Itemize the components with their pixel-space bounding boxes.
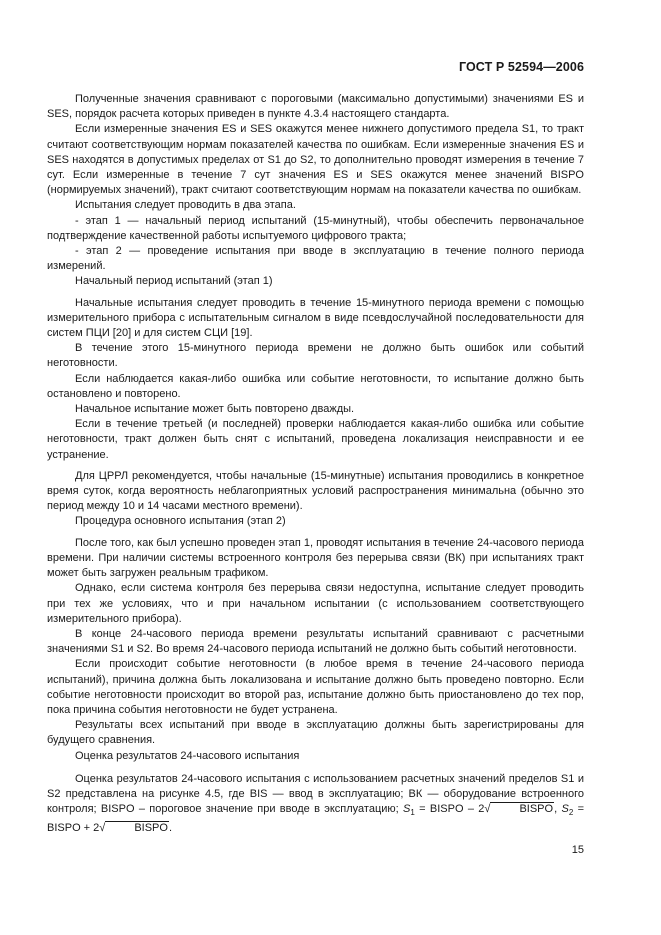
paragraph: Однако, если система контроля без перерыва связи недоступна, испытание следует проводить при тех же условиях, что и при начальном испытании (с использованием соответствующего измерительного прибора). bbox=[47, 582, 584, 625]
section-heading: Начальный период испытаний (этап 1) bbox=[75, 275, 273, 288]
section-heading: Оценка результатов 24-часового испытания bbox=[75, 749, 300, 762]
formula-symbol: S bbox=[403, 803, 411, 816]
section-heading: Процедура основного испытания (этап 2) bbox=[75, 515, 286, 528]
paragraph: Начальное испытание может быть повторено дважды. bbox=[75, 403, 355, 416]
formula-subscript: 1 bbox=[410, 808, 415, 818]
paragraph: Если измеренные значения ES и SES окажутся менее нижнего допустимого предела S1, то тракт считают соответствующим нормам показателей качества по ошибкам. Если измеренные значения ES и SES находятся в допустимых пределах от S1 до S2, то дополнительно проводят измерения в течение 7 сут. Если измеренные в течение 7 сут значения ES и SES окажутся менее значений BISPO (нормируемых значений), тракт считают соответствующим нормам на показатели качества по ошибкам. bbox=[47, 123, 584, 197]
list-item: - этап 2 — проведение испытания при вводе в эксплуатацию в течение полного периода измерений. bbox=[47, 245, 584, 273]
formula-s1: $S_1$ = BISPO – 2√ BISPO, bbox=[403, 803, 558, 818]
formula-text: . bbox=[168, 821, 173, 834]
paragraph: Испытания следует проводить в два этапа. bbox=[75, 199, 296, 212]
formula-radicand: BISPO bbox=[105, 821, 169, 834]
formula-text: = BISPO – 2 bbox=[414, 803, 485, 816]
formula-s2: $S_2$ = BISPO + 2√ BISPO. bbox=[47, 803, 585, 834]
paragraph: Полученные значения сравнивают с пороговыми (максимально допустимыми) значениями ES и SES, порядок расчета которых приведен в пункте 4.3.4 настоящего стандарта. bbox=[47, 93, 584, 121]
paragraph-text: Оценка результатов 24-часового испытания с использованием расчетных значений пределов S1 и S2 представлена на рисунке 4.5, где BIS — ввод в эксплуатацию; ВК — оборудование встроенного контроля; BISPO – пороговое значение при вводе в эксплуатацию; bbox=[47, 772, 584, 816]
page-number: 15 bbox=[571, 844, 584, 856]
paragraph: В течение этого 15-минутного периода времени не должно быть ошибок или событий неготовности. bbox=[47, 342, 584, 370]
paragraph: Если наблюдается какая-либо ошибка или событие неготовности, то испытание должно быть остановлено и повторено. bbox=[47, 372, 584, 400]
paragraph: Если происходит событие неготовности (в любое время в течение 24-часового периода испытаний), причина должна быть локализована и испытание должно быть проведено повторно. Если событие неготовности происходит во второй раз, испытание должно быть приостановлено до тех пор, пока причина события неготовности не будет устранена. bbox=[47, 658, 584, 716]
paragraph: Результаты всех испытаний при вводе в эксплуатацию должны быть зарегистрированы для будущего сравнения. bbox=[47, 719, 584, 747]
paragraph bbox=[47, 772, 584, 836]
paragraph: В конце 24-часового периода времени результаты испытаний сравнивают с расчетными значениями S1 и S2. Во время 24-часового периода испытаний не должно быть событий неготовности. bbox=[47, 627, 584, 656]
formula-text: , bbox=[554, 803, 558, 816]
formula-symbol: S bbox=[561, 803, 569, 816]
paragraph: Начальные испытания следует проводить в течение 15-минутного периода времени с помощью измерительного прибора с испытательным сигналом в виде псевдослучайной последовательности для систем ПЦИ [20] и для систем СЦИ [19]. bbox=[47, 296, 584, 340]
standard-header: ГОСТ Р 52594—2006 bbox=[458, 60, 584, 74]
page-content bbox=[47, 92, 584, 836]
paragraph: После того, как был успешно проведен этап 1, проводят испытания в течение 24-часового периода времени. При наличии системы встроенного контроля без перерыва связи (ВК) при испытаниях тракт может быть загружен реальным трафиком. bbox=[47, 536, 584, 580]
list-item: - этап 1 — начальный период испытаний (15-минутный), чтобы обеспечить первоначальное подтверждение качественной работы испытуемого цифрового тракта; bbox=[47, 214, 584, 242]
formula-subscript: 2 bbox=[568, 808, 574, 818]
formula-radicand: BISPO bbox=[490, 802, 554, 815]
formula-text: = BISPO + 2 bbox=[47, 803, 585, 834]
paragraph: Для ЦРРЛ рекомендуется, чтобы начальные (15-минутные) испытания проводились в конкретное время суток, когда вероятность неблагоприятных условий распространения минимальна (обычно это период между 10 и 14 часами местного времени). bbox=[47, 469, 584, 513]
paragraph: Если в течение третьей (и последней) проверки наблюдается какая-либо ошибка или событие неготовности, тракт должен быть снят с испытаний, проведена локализация неисправности и ее устранение. bbox=[47, 418, 584, 461]
